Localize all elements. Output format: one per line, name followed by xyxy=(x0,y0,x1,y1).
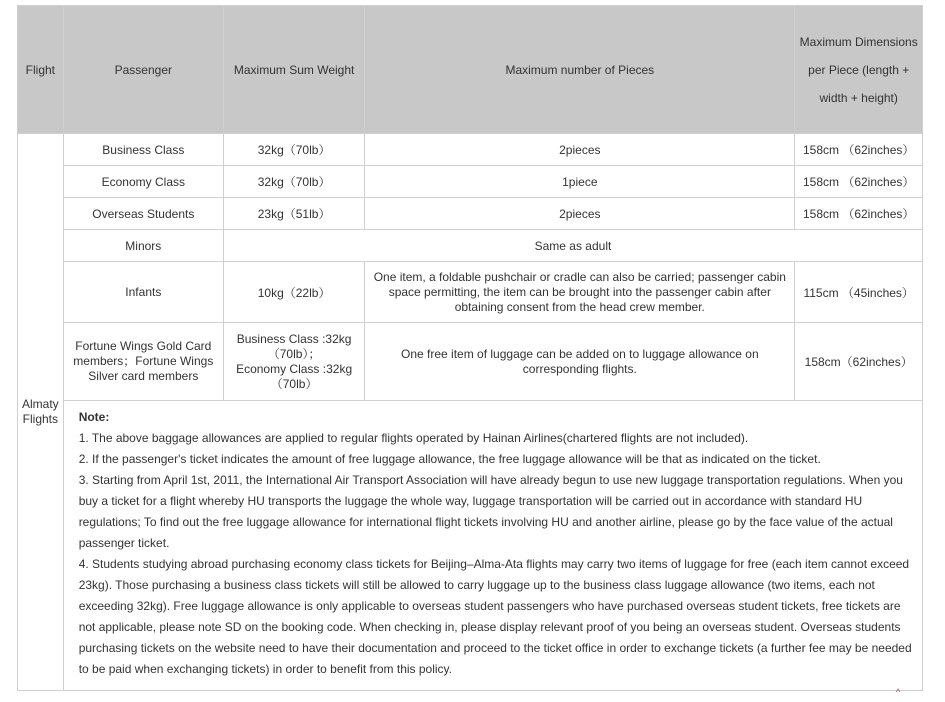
note-row xyxy=(18,401,923,691)
note-item-1: 1. The above baggage allowances are applied to regular flights operated by Hainan Airlines(chartered flights are not included). xyxy=(78,431,749,445)
pieces-cell: 2pieces xyxy=(365,134,795,166)
passenger-cell: Fortune Wings Gold Card members；Fortune Wings Silver card members xyxy=(63,323,223,401)
pieces-cell: One item, a foldable pushchair or cradle can also be carried; passenger cabin space permitting, the item can be brought into the passenger cabin after obtaining consent from the head crew member. xyxy=(365,262,795,323)
caret-icon: ^ xyxy=(896,687,901,697)
passenger-cell: Infants xyxy=(63,262,223,323)
table-row xyxy=(18,323,923,401)
weight-cell: 32kg（70lb） xyxy=(223,134,364,166)
table-row xyxy=(18,166,923,198)
dimensions-cell: 158cm （62inches） xyxy=(795,166,923,198)
header-max-dimensions: Maximum Dimensions per Piece (length + width + height) xyxy=(795,6,923,134)
note-cell xyxy=(63,401,922,691)
minors-value-cell: Same as adult xyxy=(223,230,922,262)
dimensions-cell: 115cm （45inches） xyxy=(795,262,923,323)
baggage-allowance-table xyxy=(17,5,923,691)
note-item-2: 2. If the passenger's ticket indicates the amount of free luggage allowance, the free luggage allowance will be that as indicated on the ticket. xyxy=(78,452,821,466)
table-row xyxy=(18,230,923,262)
dimensions-cell: 158cm（62inches） xyxy=(795,323,923,401)
passenger-cell: Minors xyxy=(63,230,223,262)
header-flight: Flight xyxy=(18,6,64,134)
weight-cell: 10kg（22lb） xyxy=(223,262,364,323)
weight-cell: 32kg（70lb） xyxy=(223,166,364,198)
weight-business-line: Business Class :32kg（70lb）； xyxy=(236,331,352,361)
note-item-4: 4. Students studying abroad purchasing economy class tickets for Beijing–Alma-Ata flights may carry two items of luggage for free (each item cannot exceed 23kg). Those purchasing a business class tickets will still be allowed to carry luggage up to the business class luggage allowance (two items, each not exceeding 32kg). Free luggage allowance is only applicable to overseas student passengers who have purchased overseas student tickets, free tickets are not applicable, please note SD on the booking code. When checking in, please display relevant proof of you being an overseas student. Overseas students purchasing tickets on the website need to have their documentation and proceed to the ticket office in order to exchange tickets (a further fee may be needed to be paid when exchanging tickets) in order to benefit from this policy. xyxy=(78,557,912,676)
dimensions-cell: 158cm （62inches） xyxy=(795,134,923,166)
table-row xyxy=(18,262,923,323)
passenger-cell: Overseas Students xyxy=(63,198,223,230)
table-row xyxy=(18,198,923,230)
flight-cell: Almaty Flights xyxy=(18,134,64,691)
note-item-3: 3. Starting from April 1st, 2011, the International Air Transport Association will have already begun to use new luggage transportation regulations. When you buy a ticket for a flight whereby HU transports the luggage the whole way, luggage transportation will be carried out in accordance with standard HU regulations; To find out the free luggage allowance for international flight tickets involving HU and another airline, please go by the face value of the actual passenger ticket. xyxy=(78,473,903,550)
table-row xyxy=(18,134,923,166)
passenger-cell: Economy Class xyxy=(63,166,223,198)
dimensions-cell: 158cm （62inches） xyxy=(795,198,923,230)
pieces-cell: 1piece xyxy=(365,166,795,198)
pieces-cell: One free item of luggage can be added on to luggage allowance on corresponding flights. xyxy=(365,323,795,401)
pieces-cell: 2pieces xyxy=(365,198,795,230)
weight-cell xyxy=(223,323,364,401)
passenger-cell: Business Class xyxy=(63,134,223,166)
note-title: Note: xyxy=(78,410,110,424)
header-passenger: Passenger xyxy=(63,6,223,134)
header-max-pieces: Maximum number of Pieces xyxy=(365,6,795,134)
header-max-weight: Maximum Sum Weight xyxy=(223,6,364,134)
weight-economy-line: Economy Class :32kg（70lb） xyxy=(236,361,353,391)
weight-cell: 23kg（51lb） xyxy=(223,198,364,230)
